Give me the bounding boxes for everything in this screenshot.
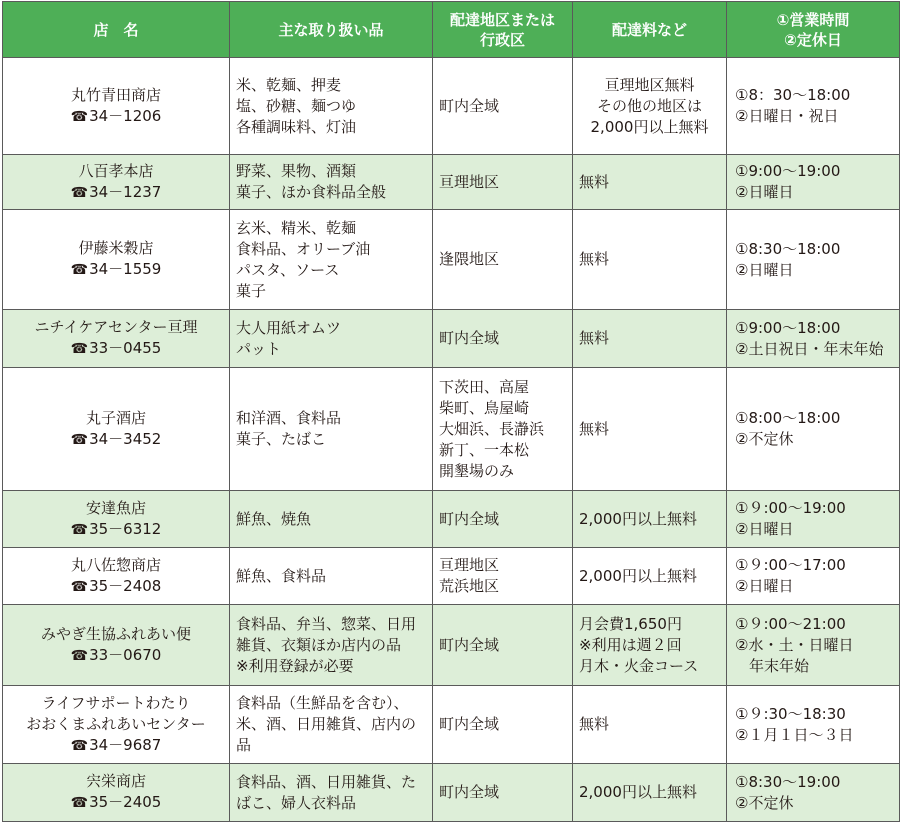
store-name: 宍栄商店 [85, 772, 146, 790]
area-line: 下茨田、高屋 [439, 377, 530, 396]
phone-icon: ☎ [70, 262, 89, 278]
area-line: 町内全域 [439, 715, 500, 733]
area-line: 町内全域 [439, 635, 500, 654]
fee-line: その他の地区は [596, 96, 702, 115]
phone-number: 34－1206 [89, 106, 162, 125]
store-name: おおくまふれあいセンター [26, 714, 206, 733]
hours-line: ①９:30～18:30 [735, 704, 846, 723]
item-line: 野菜、果物、酒類 [236, 162, 357, 180]
phone-icon: ☎ [70, 795, 89, 811]
phone-number: 34－3452 [89, 429, 162, 448]
phone-number: 34－1559 [89, 260, 162, 278]
fee-line: 無料 [579, 172, 610, 191]
items-cell [230, 548, 433, 605]
fee-line: ※利用は週２回 [579, 635, 682, 654]
hours-line: ②日曜日・祝日 [735, 107, 839, 125]
items-cell [230, 210, 433, 310]
area-line: 柴町、鳥屋崎 [439, 398, 530, 417]
item-line: 鮮魚、焼魚 [236, 509, 312, 528]
item-line: 品 [236, 736, 252, 754]
item-line: 食料品、酒、日用雑貨、た [236, 772, 417, 791]
area-line: 大畑浜、長瀞浜 [439, 419, 545, 438]
fee-cell [573, 686, 727, 764]
store-phone [9, 519, 223, 541]
hours-cell [727, 310, 900, 368]
fee-line: 2,000円以上無料 [579, 566, 697, 585]
fee-line: 無料 [579, 715, 610, 733]
hours-cell [727, 686, 900, 764]
item-line: ばこ、婦人衣料品 [236, 793, 357, 812]
header-hours: ①営業時間 ②定休日 [727, 2, 900, 58]
hours-line: ①9:00～18:00 [735, 318, 841, 337]
table-row [3, 58, 900, 155]
area-line: 亘理地区 [439, 172, 500, 191]
delivery-store-table [2, 1, 900, 822]
area-line: 町内全域 [439, 96, 500, 115]
fee-cell [573, 368, 727, 491]
hours-line: ①8:30～18:00 [735, 239, 841, 258]
fee-line: 2,000円以上無料 [579, 509, 697, 528]
store-cell [3, 686, 230, 764]
store-name: 安達魚店 [85, 498, 146, 517]
items-cell [230, 310, 433, 368]
hours-line: ①9:00～19:00 [735, 162, 841, 180]
fee-line: 亘理地区無料 [604, 75, 695, 94]
hours-line: ①8:00～18:00 [735, 409, 841, 427]
item-line: 玄米、精米、乾麺 [236, 218, 357, 237]
hours-cell [727, 155, 900, 210]
store-cell [3, 605, 230, 686]
item-line: 各種調味料、灯油 [236, 117, 357, 136]
fee-line: 2,000円以上無料 [579, 783, 697, 801]
area-line: 町内全域 [439, 783, 500, 801]
store-cell [3, 368, 230, 491]
hours-cell [727, 210, 900, 310]
store-name: 伊藤米穀店 [78, 239, 154, 257]
hours-line: ②不定休 [735, 793, 794, 812]
hours-line: ②日曜日 [735, 260, 794, 279]
items-cell [230, 605, 433, 686]
phone-icon: ☎ [70, 647, 89, 664]
store-phone [9, 259, 223, 281]
area-cell [433, 548, 573, 605]
hours-line: ②日曜日 [735, 183, 794, 201]
item-line: 米、酒、日用雑貨、店内の [236, 715, 417, 733]
hours-cell [727, 605, 900, 686]
area-cell [433, 491, 573, 548]
fee-line: 無料 [579, 329, 610, 347]
store-cell [3, 491, 230, 548]
table-row [3, 491, 900, 548]
store-name: ニチイケアセンター亘理 [34, 318, 198, 336]
store-cell [3, 155, 230, 210]
item-line: 菓子、たばこ [236, 430, 327, 448]
store-phone [9, 645, 223, 667]
item-line: 食料品、弁当、惣菜、日用 [236, 614, 417, 633]
item-line: 大人用紙オムツ [236, 318, 342, 337]
phone-number: 33－0670 [89, 645, 162, 664]
phone-icon: ☎ [70, 431, 89, 448]
item-line: ※利用登録が必要 [236, 656, 354, 675]
store-cell [3, 210, 230, 310]
header-store-name: 店 名 [3, 2, 230, 58]
phone-number: 35－2405 [89, 793, 162, 811]
store-cell [3, 310, 230, 368]
store-cell [3, 548, 230, 605]
item-line: 鮮魚、食料品 [236, 566, 327, 585]
fee-line: 無料 [579, 419, 610, 438]
table-row [3, 310, 900, 368]
hours-line: ②日曜日 [735, 520, 794, 538]
table-row [3, 368, 900, 491]
table-row [3, 210, 900, 310]
store-phone [9, 429, 223, 451]
store-name: 丸竹青田商店 [70, 85, 161, 104]
store-phone [9, 576, 223, 598]
item-line: パット [236, 339, 282, 358]
area-line: 開墾場のみ [439, 461, 515, 480]
hours-line: ②土日祝日・年末年始 [735, 339, 884, 358]
store-name: 八百孝本店 [78, 161, 154, 180]
phone-number: 34－9687 [89, 735, 162, 754]
item-line: 和洋酒、食料品 [236, 409, 342, 427]
hours-line: ②日曜日 [735, 577, 794, 595]
area-cell [433, 310, 573, 368]
fee-cell [573, 310, 727, 368]
items-cell [230, 686, 433, 764]
area-line: 荒浜地区 [439, 577, 500, 595]
phone-icon: ☎ [70, 578, 89, 595]
fee-cell [573, 210, 727, 310]
fee-cell [573, 58, 727, 155]
table-header-row [3, 2, 900, 58]
item-line: 食料品、オリーブ油 [236, 239, 371, 258]
phone-number: 35－6312 [89, 519, 162, 538]
header-area: 配達地区または 行政区 [433, 2, 573, 58]
phone-icon: ☎ [70, 521, 89, 538]
phone-icon: ☎ [70, 737, 89, 754]
area-line: 亘理地区 [439, 556, 500, 574]
header-items: 主な取り扱い品 [230, 2, 433, 58]
table-body [3, 58, 900, 822]
hours-cell [727, 58, 900, 155]
table-row [3, 155, 900, 210]
item-line: パスタ、ソース [236, 260, 340, 279]
item-line: 食料品（生鮮品を含む）、 [236, 694, 409, 712]
hours-line: ①９:00～21:00 [735, 614, 846, 633]
fee-cell [573, 605, 727, 686]
fee-line: 月会費1,650円 [579, 614, 682, 633]
items-cell [230, 368, 433, 491]
phone-icon: ☎ [70, 184, 89, 201]
area-line: 町内全域 [439, 509, 500, 528]
area-cell [433, 368, 573, 491]
hours-cell [727, 548, 900, 605]
store-name: ライフサポートわたり [41, 693, 191, 712]
area-cell [433, 686, 573, 764]
item-line: 塩、砂糖、麺つゆ [236, 96, 357, 115]
header-fee: 配達料など [573, 2, 727, 58]
phone-icon: ☎ [70, 341, 89, 357]
store-name: みやぎ生協ふれあい便 [40, 624, 191, 643]
store-phone [9, 182, 223, 204]
hours-line: ②不定休 [735, 430, 794, 448]
fee-cell [573, 155, 727, 210]
items-cell [230, 491, 433, 548]
area-line: 新丁、一本松 [439, 440, 530, 459]
hours-line: 年末年始 [749, 656, 810, 675]
hours-line: ①8：30～18:00 [735, 86, 851, 104]
area-cell [433, 605, 573, 686]
item-line: 雑貨、衣類ほか店内の品 [236, 635, 402, 654]
store-phone [9, 106, 223, 128]
store-phone [9, 735, 223, 757]
table-row [3, 548, 900, 605]
hours-line: ②１月１日～３日 [735, 725, 854, 744]
fee-line: 2,000円以上無料 [590, 117, 709, 136]
fee-cell [573, 548, 727, 605]
hours-line: ①8:30～19:00 [735, 772, 841, 791]
store-name: 丸子酒店 [85, 408, 146, 427]
item-line: 米、乾麺、押麦 [236, 75, 342, 94]
store-cell [3, 58, 230, 155]
phone-icon: ☎ [70, 108, 89, 125]
item-line: 菓子、ほか食料品全般 [236, 183, 387, 201]
store-name: 丸八佐惣商店 [70, 555, 161, 574]
item-line: 菓子 [236, 281, 267, 300]
store-phone [9, 792, 223, 814]
hours-cell [727, 491, 900, 548]
hours-line: ①９:00～19:00 [735, 499, 846, 517]
store-phone [9, 338, 223, 360]
table-row [3, 686, 900, 764]
area-line: 町内全域 [439, 329, 500, 347]
phone-number: 35－2408 [89, 576, 162, 595]
table-row [3, 605, 900, 686]
phone-number: 33－0455 [89, 339, 162, 357]
fee-cell [573, 491, 727, 548]
area-line: 逢隈地区 [439, 250, 500, 268]
hours-line: ①９:00～17:00 [735, 556, 846, 574]
items-cell [230, 58, 433, 155]
area-cell [433, 210, 573, 310]
fee-line: 月木・火金コース [579, 656, 699, 675]
hours-cell [727, 368, 900, 491]
area-cell [433, 155, 573, 210]
area-cell [433, 58, 573, 155]
hours-line: ②水・土・日曜日 [735, 635, 854, 654]
phone-number: 34－1237 [89, 182, 162, 201]
items-cell [230, 155, 433, 210]
fee-line: 無料 [579, 250, 610, 268]
